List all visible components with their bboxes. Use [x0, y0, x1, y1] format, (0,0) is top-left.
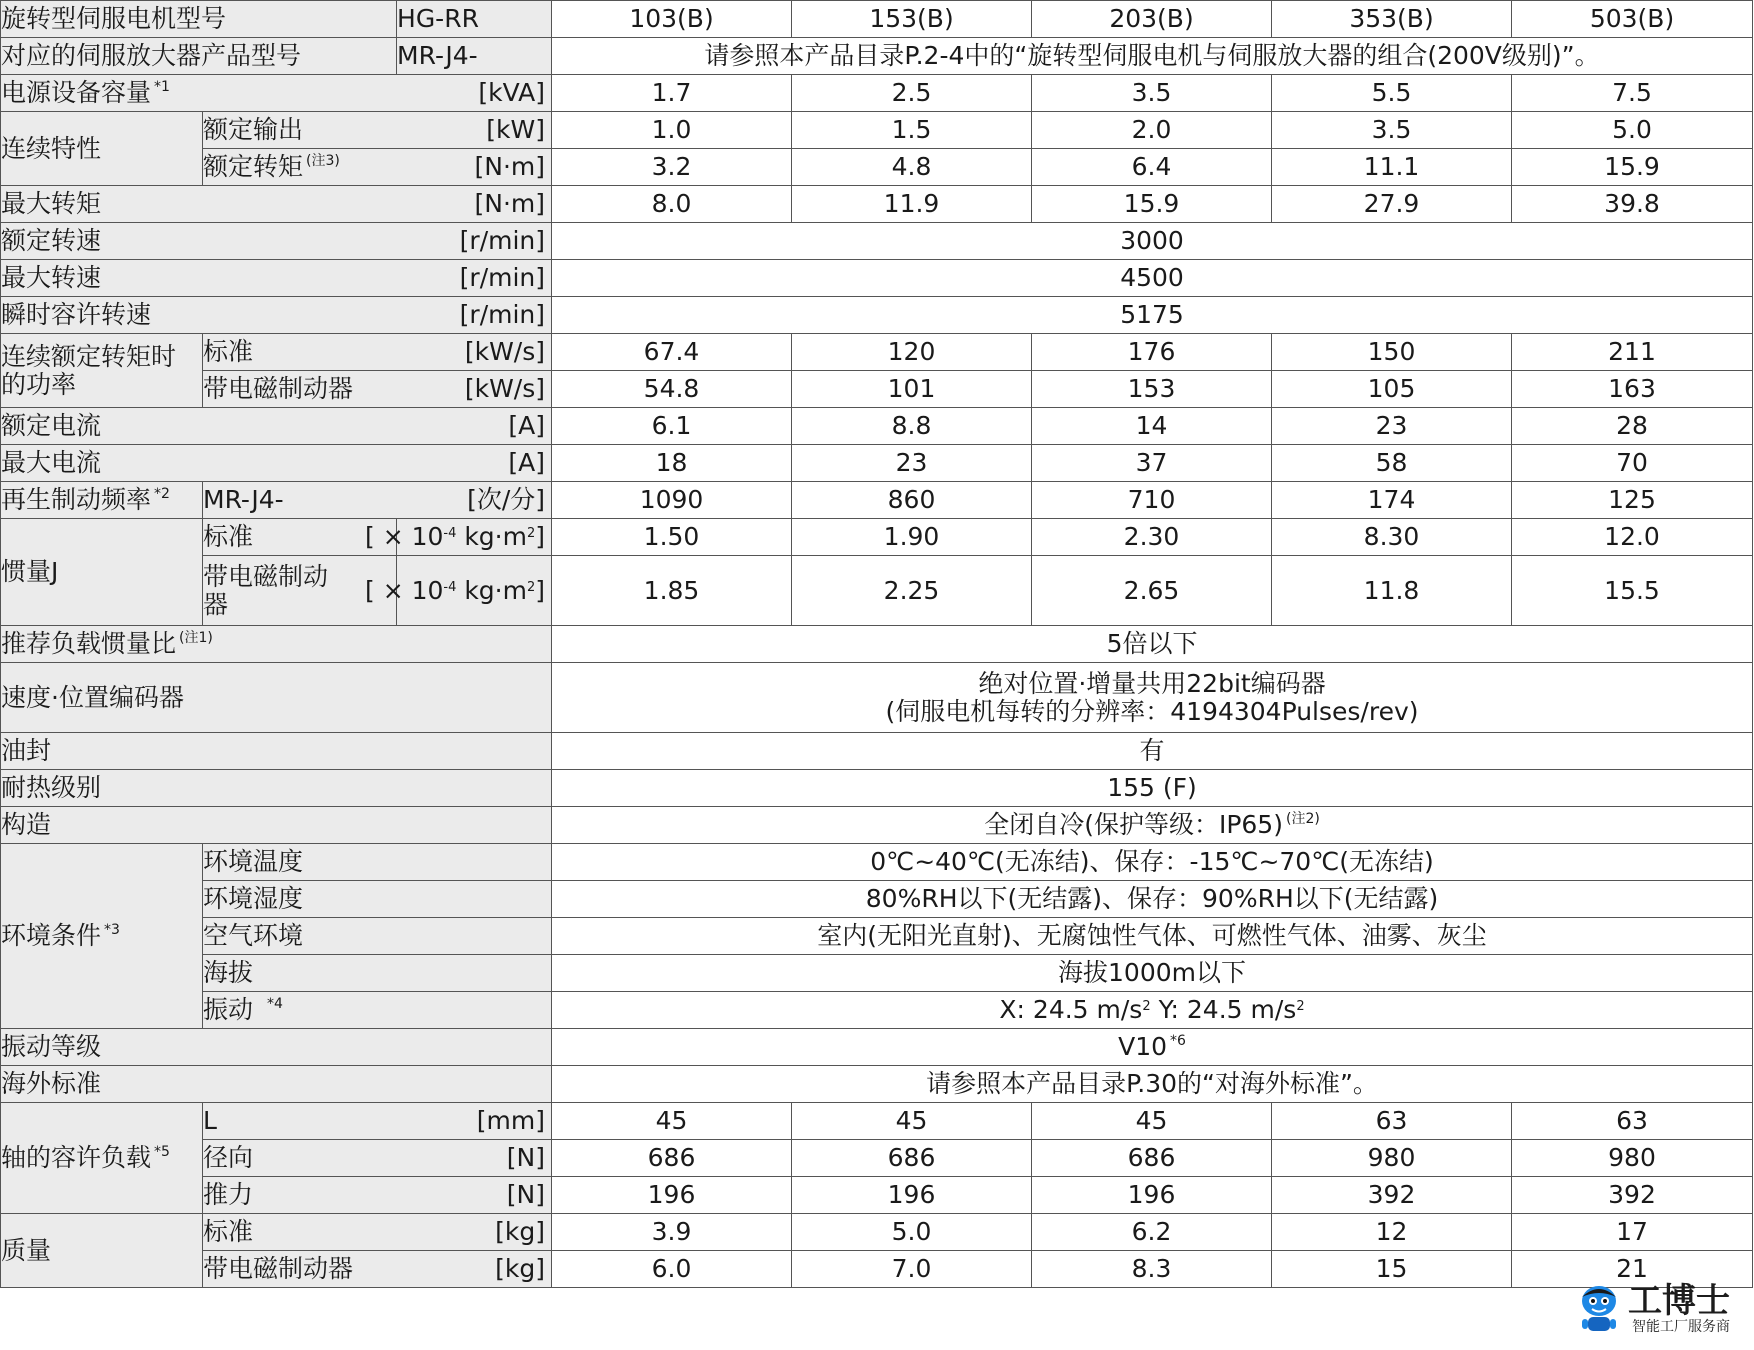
unit-label: [ × $10^{-4}$ $kg\cdot m^2$]: [365, 522, 546, 552]
value-cell: 1.85: [552, 556, 792, 626]
env-temperature-row: [1, 844, 1753, 881]
value-cell: 196: [792, 1177, 1032, 1214]
load-ratio-label: 推荐负载惯量比: [1, 629, 177, 659]
unit-label: [kW/s]: [464, 337, 546, 367]
power-rate-label-line2: 的功率: [1, 369, 77, 399]
value-cell: 196: [552, 1177, 792, 1214]
rated-speed-label: 额定转速: [1, 226, 102, 256]
footnote-mark: *2: [154, 486, 170, 503]
mass-brake-row: [1, 1251, 1753, 1288]
env-atmosphere-row: [1, 918, 1753, 955]
value-cell: 63: [1272, 1103, 1512, 1140]
overseas-value: 请参照本产品目录P.30的“对海外标准”。: [552, 1066, 1753, 1103]
env-humidity-value: 80%RH以下(无结露)、保存：90%RH以下(无结露): [552, 881, 1753, 918]
mass-standard-label: 标准: [203, 1217, 254, 1247]
inertia-label: 惯量J: [1, 519, 203, 626]
power-capacity-label: 电源设备容量: [1, 78, 152, 108]
amplifier-row: [1, 38, 1753, 75]
value-cell: 3.9: [552, 1214, 792, 1251]
env-vibration-label: 振动: [203, 995, 254, 1025]
rated-output-row: [1, 112, 1753, 149]
vibration-class-row: [1, 1029, 1753, 1066]
value-cell: 176: [1032, 334, 1272, 371]
value-cell: 1090: [552, 482, 792, 519]
value-cell: 58: [1272, 445, 1512, 482]
value-cell: 17: [1512, 1214, 1753, 1251]
power-capacity-row: [1, 75, 1753, 112]
power-rate-brake-row: [1, 371, 1753, 408]
value-cell: 8.0: [552, 186, 792, 223]
unit-label: [N]: [506, 1143, 546, 1173]
value-cell: 39.8: [1512, 186, 1753, 223]
value-cell: 3.5: [1032, 75, 1272, 112]
amplifier-value: 请参照本产品目录P.2-4中的“旋转型伺服电机与伺服放大器的组合(200V级别)”。: [552, 38, 1753, 75]
environment-label: 环境条件: [1, 921, 102, 951]
inertia-brake-row: [1, 556, 1753, 626]
env-humidity-label: 环境湿度: [203, 881, 552, 918]
rated-speed-value: 3000: [552, 223, 1753, 260]
max-torque-row: [1, 186, 1753, 223]
value-cell: 45: [792, 1103, 1032, 1140]
rated-current-label: 额定电流: [1, 411, 102, 441]
unit-label: [A]: [508, 448, 546, 478]
value-cell: 5.5: [1272, 75, 1512, 112]
max-speed-row: [1, 260, 1753, 297]
unit-label: [kVA]: [478, 78, 546, 108]
inertia-brake-label-line2: 器: [203, 589, 229, 619]
oil-seal-label: 油封: [1, 733, 552, 770]
value-cell: 45: [552, 1103, 792, 1140]
value-cell: 3.2: [552, 149, 792, 186]
value-cell: 1.90: [792, 519, 1032, 556]
load-ratio-value: 5倍以下: [552, 626, 1753, 663]
power-rate-brake-label: 带电磁制动器: [203, 374, 354, 404]
value-cell: 14: [1032, 408, 1272, 445]
shaft-label: 轴的容许负载: [1, 1143, 152, 1173]
amplifier-label: 对应的伺服放大器产品型号: [1, 38, 397, 75]
oil-seal-value: 有: [552, 733, 1753, 770]
env-vibration-value: X: 24.5 $m/s^2$ Y: 24.5 $m/s^2$: [552, 992, 1753, 1029]
value-cell: 710: [1032, 482, 1272, 519]
value-cell: 18: [552, 445, 792, 482]
value-cell: 7.5: [1512, 75, 1753, 112]
mass-brake-label: 带电磁制动器: [203, 1254, 354, 1284]
footnote-mark: *1: [154, 79, 170, 96]
value-cell: 63: [1512, 1103, 1753, 1140]
value-cell: 23: [1272, 408, 1512, 445]
header-row: [1, 1, 1753, 38]
value-cell: 101: [792, 371, 1032, 408]
unit-label: [N·m]: [474, 189, 546, 219]
value-cell: 3.5: [1272, 112, 1512, 149]
value-cell: 163: [1512, 371, 1753, 408]
env-vibration-row: [1, 992, 1753, 1029]
value-cell: 125: [1512, 482, 1753, 519]
model-203b: 203(B): [1032, 1, 1272, 38]
instant-speed-label: 瞬时容许转速: [1, 300, 152, 330]
power-rate-label-line1: 连续额定转矩时: [1, 342, 177, 371]
env-altitude-value: 海拔1000m以下: [552, 955, 1753, 992]
motor-model-label: 旋转型伺服电机型号: [1, 1, 397, 38]
max-speed-value: 4500: [552, 260, 1753, 297]
value-cell: 174: [1272, 482, 1512, 519]
value-cell: 12.0: [1512, 519, 1753, 556]
value-cell: 2.5: [792, 75, 1032, 112]
overseas-row: [1, 1066, 1753, 1103]
value-cell: 70: [1512, 445, 1753, 482]
value-cell: 686: [552, 1140, 792, 1177]
unit-label: [r/min]: [459, 263, 546, 293]
value-cell: 15.9: [1512, 149, 1753, 186]
value-cell: 2.25: [792, 556, 1032, 626]
shaft-length-row: [1, 1103, 1753, 1140]
series-name: HG-RR: [397, 1, 552, 38]
env-atmosphere-value: 室内(无阳光直射)、无腐蚀性气体、可燃性气体、油雾、灰尘: [552, 918, 1753, 955]
regen-row: [1, 482, 1753, 519]
shaft-thrust-label: 推力: [203, 1180, 254, 1210]
value-cell: 6.2: [1032, 1214, 1272, 1251]
load-ratio-row: [1, 626, 1753, 663]
structure-value: 全闭自冷(保护等级：IP65): [984, 810, 1283, 840]
structure-row: [1, 807, 1753, 844]
value-cell: 12: [1272, 1214, 1512, 1251]
mass-label: 质量: [1, 1214, 203, 1288]
shaft-length-label: L: [203, 1106, 217, 1136]
unit-label: [kW]: [486, 115, 546, 145]
value-cell: 28: [1512, 408, 1753, 445]
rated-output-label: 额定输出: [203, 115, 304, 145]
model-353b: 353(B): [1272, 1, 1512, 38]
footnote-mark: (注2): [1285, 811, 1320, 828]
shaft-thrust-row: [1, 1177, 1753, 1214]
unit-label: [A]: [508, 411, 546, 441]
value-cell: 15: [1272, 1251, 1512, 1288]
shaft-radial-label: 径向: [203, 1143, 254, 1173]
unit-label: [kg]: [495, 1254, 546, 1284]
encoder-label: 速度·位置编码器: [1, 663, 552, 733]
oil-seal-row: [1, 733, 1753, 770]
footnote-mark: (注3): [306, 153, 340, 170]
instant-speed-value: 5175: [552, 297, 1753, 334]
watermark-logo: [1574, 1276, 1734, 1342]
env-altitude-label: 海拔: [203, 955, 552, 992]
value-cell: 6.4: [1032, 149, 1272, 186]
power-rate-standard-label: 标准: [203, 337, 254, 367]
value-cell: 211: [1512, 334, 1753, 371]
value-cell: 980: [1512, 1140, 1753, 1177]
value-cell: 8.3: [1032, 1251, 1272, 1288]
value-cell: 37: [1032, 445, 1272, 482]
regen-sub-label: MR-J4-: [203, 485, 284, 515]
encoder-row: [1, 663, 1753, 733]
value-cell: 67.4: [552, 334, 792, 371]
value-cell: 2.0: [1032, 112, 1272, 149]
inertia-standard-label: 标准: [203, 519, 397, 556]
heat-class-row: [1, 770, 1753, 807]
value-cell: 4.8: [792, 149, 1032, 186]
heat-class-value: 155 (F): [552, 770, 1753, 807]
inertia-brake-label-line1: 带电磁制动: [203, 562, 329, 591]
robot-mascot-icon: [1574, 1279, 1624, 1339]
value-cell: 392: [1512, 1177, 1753, 1214]
value-cell: 6.0: [552, 1251, 792, 1288]
value-cell: 11.1: [1272, 149, 1512, 186]
instant-speed-row: [1, 297, 1753, 334]
value-cell: 1.50: [552, 519, 792, 556]
footnote-mark: *5: [154, 1144, 170, 1161]
value-cell: 5.0: [792, 1214, 1032, 1251]
overseas-label: 海外标准: [1, 1066, 552, 1103]
value-cell: 196: [1032, 1177, 1272, 1214]
mass-standard-row: [1, 1214, 1753, 1251]
unit-label: [kW/s]: [464, 374, 546, 404]
watermark-brand: 工博士: [1628, 1281, 1730, 1321]
footnote-mark: (注1): [179, 630, 213, 647]
max-current-row: [1, 445, 1753, 482]
heat-class-label: 耐热级别: [1, 770, 552, 807]
value-cell: 27.9: [1272, 186, 1512, 223]
value-cell: 2.30: [1032, 519, 1272, 556]
unit-label: [kg]: [495, 1217, 546, 1247]
value-cell: 7.0: [792, 1251, 1032, 1288]
value-cell: 21: [1512, 1251, 1753, 1288]
value-cell: 2.65: [1032, 556, 1272, 626]
unit-label: [r/min]: [459, 300, 546, 330]
structure-label: 构造: [1, 807, 552, 844]
value-cell: 15.5: [1512, 556, 1753, 626]
env-altitude-row: [1, 955, 1753, 992]
value-cell: 153: [1032, 371, 1272, 408]
env-temperature-value: 0℃~40℃(无冻结)、保存：-15℃~70℃(无冻结): [552, 844, 1753, 881]
value-cell: 23: [792, 445, 1032, 482]
vibration-class-value: V10: [1118, 1032, 1168, 1062]
value-cell: 5.0: [1512, 112, 1753, 149]
value-cell: 54.8: [552, 371, 792, 408]
watermark-tagline: 智能工厂服务商: [1632, 1319, 1730, 1335]
value-cell: 150: [1272, 334, 1512, 371]
value-cell: 45: [1032, 1103, 1272, 1140]
footnote-mark: *4: [267, 996, 283, 1013]
value-cell: 392: [1272, 1177, 1512, 1214]
value-cell: 980: [1272, 1140, 1512, 1177]
unit-label: [N]: [506, 1180, 546, 1210]
rated-torque-label: 额定转矩: [203, 152, 304, 182]
continuous-label: 连续特性: [1, 112, 203, 186]
unit-label: [r/min]: [459, 226, 546, 256]
power-rate-standard-row: [1, 334, 1753, 371]
env-temperature-label: 环境温度: [203, 844, 552, 881]
encoder-line1: 绝对位置·增量共用22bit编码器: [978, 669, 1326, 698]
model-153b: 153(B): [792, 1, 1032, 38]
amplifier-prefix: MR-J4-: [397, 38, 552, 75]
unit-label: [mm]: [476, 1106, 546, 1136]
vibration-class-label: 振动等级: [1, 1029, 552, 1066]
model-503b: 503(B): [1512, 1, 1753, 38]
rated-current-row: [1, 408, 1753, 445]
env-atmosphere-label: 空气环境: [203, 918, 552, 955]
shaft-radial-row: [1, 1140, 1753, 1177]
max-speed-label: 最大转速: [1, 263, 102, 293]
rated-speed-row: [1, 223, 1753, 260]
value-cell: 686: [1032, 1140, 1272, 1177]
regen-label: 再生制动频率: [1, 485, 152, 515]
footnote-mark: *6: [1170, 1033, 1186, 1050]
value-cell: 105: [1272, 371, 1512, 408]
value-cell: 15.9: [1032, 186, 1272, 223]
model-103b: 103(B): [552, 1, 792, 38]
env-humidity-row: [1, 881, 1753, 918]
footnote-mark: *3: [104, 922, 120, 939]
encoder-line2: (伺服电机每转的分辨率：4194304Pulses/rev): [885, 696, 1419, 726]
inertia-standard-row: [1, 519, 1753, 556]
unit-label: [ × $10^{-4}$ $kg\cdot m^2$]: [365, 575, 546, 605]
value-cell: 11.9: [792, 186, 1032, 223]
value-cell: 11.8: [1272, 556, 1512, 626]
value-cell: 1.0: [552, 112, 792, 149]
value-cell: 6.1: [552, 408, 792, 445]
value-cell: 120: [792, 334, 1032, 371]
value-cell: 860: [792, 482, 1032, 519]
value-cell: 686: [792, 1140, 1032, 1177]
value-cell: 1.7: [552, 75, 792, 112]
value-cell: 8.8: [792, 408, 1032, 445]
max-torque-label: 最大转矩: [1, 189, 102, 219]
value-cell: 1.5: [792, 112, 1032, 149]
rated-torque-row: [1, 149, 1753, 186]
unit-label: [N·m]: [474, 152, 546, 182]
value-cell: 8.30: [1272, 519, 1512, 556]
max-current-label: 最大电流: [1, 448, 102, 478]
unit-label: [次/分]: [467, 485, 546, 515]
